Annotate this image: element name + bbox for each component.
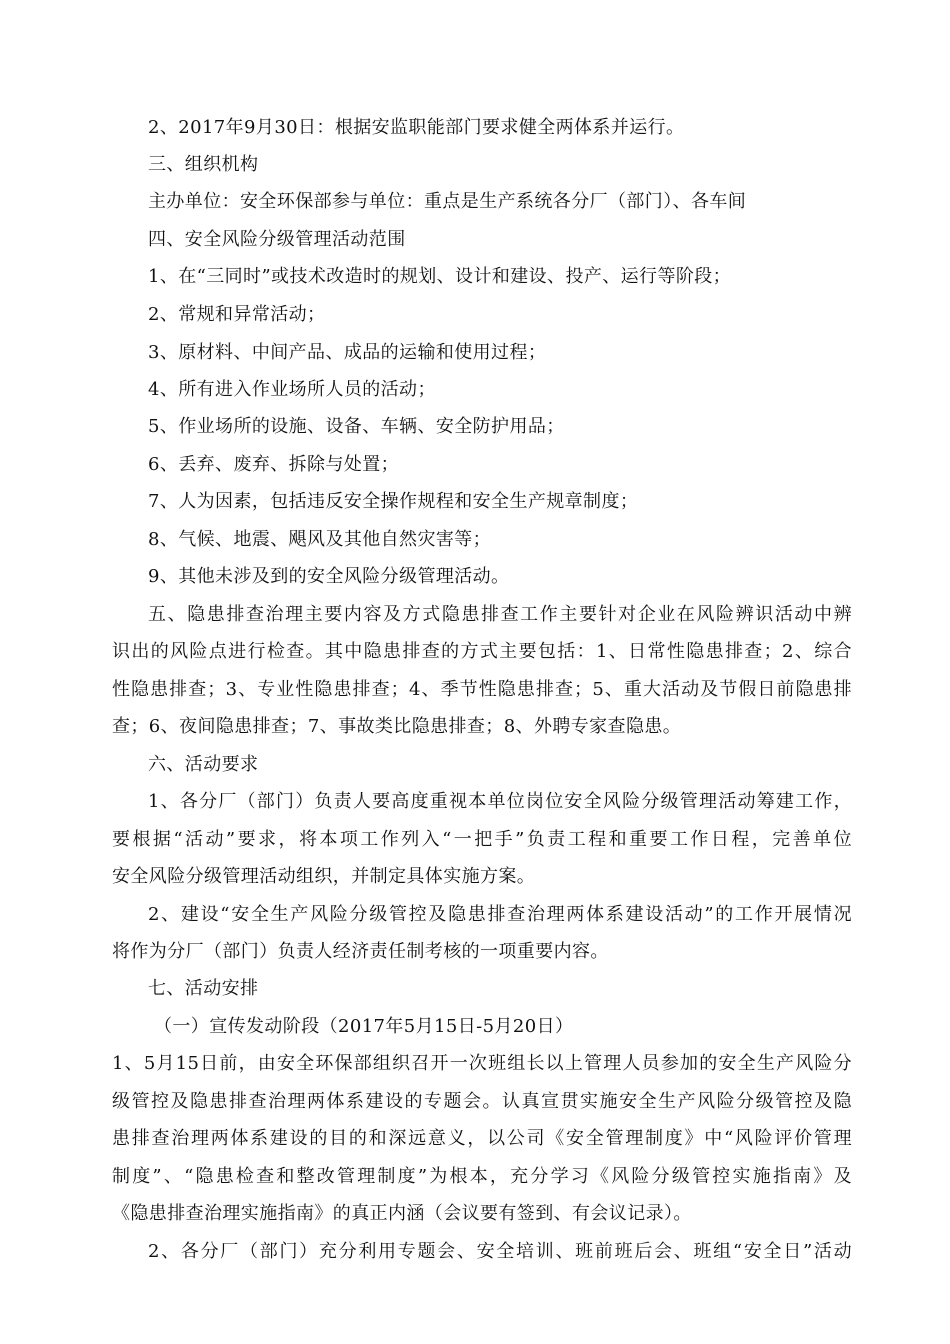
paragraph-line: 患排查治理两体系建设的目的和深远意义，以公司《安全管理制度》中“风险评价管理 [112,1128,852,1149]
text-line: 主办单位：安全环保部参与单位：重点是生产系统各分厂（部门）、各车间 [148,191,747,212]
paragraph-line: 2、建设“安全生产风险分级管控及隐患排查治理两体系建设活动”的工作开展情况 [148,904,852,925]
section-heading: 六、活动要求 [148,754,259,775]
paragraph-line: 安全风险分级管理活动组织，并制定具体实施方案。 [112,866,536,887]
paragraph-line: 识出的风险点进行检查。其中隐患排查的方式主要包括：1、日常性隐患排查；2、综合 [112,641,852,662]
list-item: 2、常规和异常活动； [148,304,326,325]
paragraph-line: 2、各分厂（部门）充分利用专题会、安全培训、班前班后会、班组“安全日”活动 [148,1241,852,1262]
section-heading: 七、活动安排 [148,978,259,999]
list-item: 7、人为因素，包括违反安全操作规程和安全生产规章制度； [148,491,639,512]
list-item: 6、丢弃、废弃、拆除与处置； [148,454,400,475]
list-item: 5、作业场所的设施、设备、车辆、安全防护用品； [148,416,565,437]
paragraph-line: 1、各分厂（部门）负责人要高度重视本单位岗位安全风险分级管理活动筹建工作， [148,791,852,812]
paragraph-line: 要根据“活动”要求，将本项工作列入“一把手”负责工程和重要工作日程，完善单位 [112,829,852,850]
text-line: 2、2017年9月30日：根据安监职能部门要求健全两体系并运行。 [148,117,685,138]
paragraph-line: 性隐患排查；3、专业性隐患排查；4、季节性隐患排查；5、重大活动及节假日前隐患排 [112,679,852,700]
paragraph-line: 制度”、“隐患检查和整改管理制度”为根本，充分学习《风险分级管控实施指南》及 [112,1166,852,1187]
section-heading: 三、组织机构 [148,154,259,175]
paragraph-line: 五、隐患排查治理主要内容及方式隐患排查工作主要针对企业在风险辨识活动中辨 [148,604,852,625]
paragraph-line: 《隐患排查治理实施指南》的真正内涵（会议要有签到、有会议记录）。 [112,1203,692,1224]
section-heading: 四、安全风险分级管理活动范围 [148,229,406,250]
paragraph-line: 将作为分厂（部门）负责人经济责任制考核的一项重要内容。 [112,941,609,962]
paragraph-line: 查；6、夜间隐患排查；7、事故类比隐患排查；8、外聘专家查隐患。 [112,716,682,737]
list-item: 9、其他未涉及到的安全风险分级管理活动。 [148,566,510,587]
list-item: 1、在“三同时”或技术改造时的规划、设计和建设、投产、运行等阶段； [148,266,732,287]
list-item: 4、所有进入作业场所人员的活动； [148,379,436,400]
subsection-heading: （一）宣传发动阶段（2017年5月15日-5月20日） [154,1016,574,1037]
list-item: 3、原材料、中间产品、成品的运输和使用过程； [148,342,547,363]
paragraph-line: 1、5月15日前，由安全环保部组织召开一次班组长以上管理人员参加的安全生产风险分 [112,1053,852,1074]
list-item: 8、气候、地震、飓风及其他自然灾害等； [148,529,492,550]
paragraph-line: 级管控及隐患排查治理两体系建设的专题会。认真宣贯实施安全生产风险分级管控及隐 [112,1091,852,1112]
